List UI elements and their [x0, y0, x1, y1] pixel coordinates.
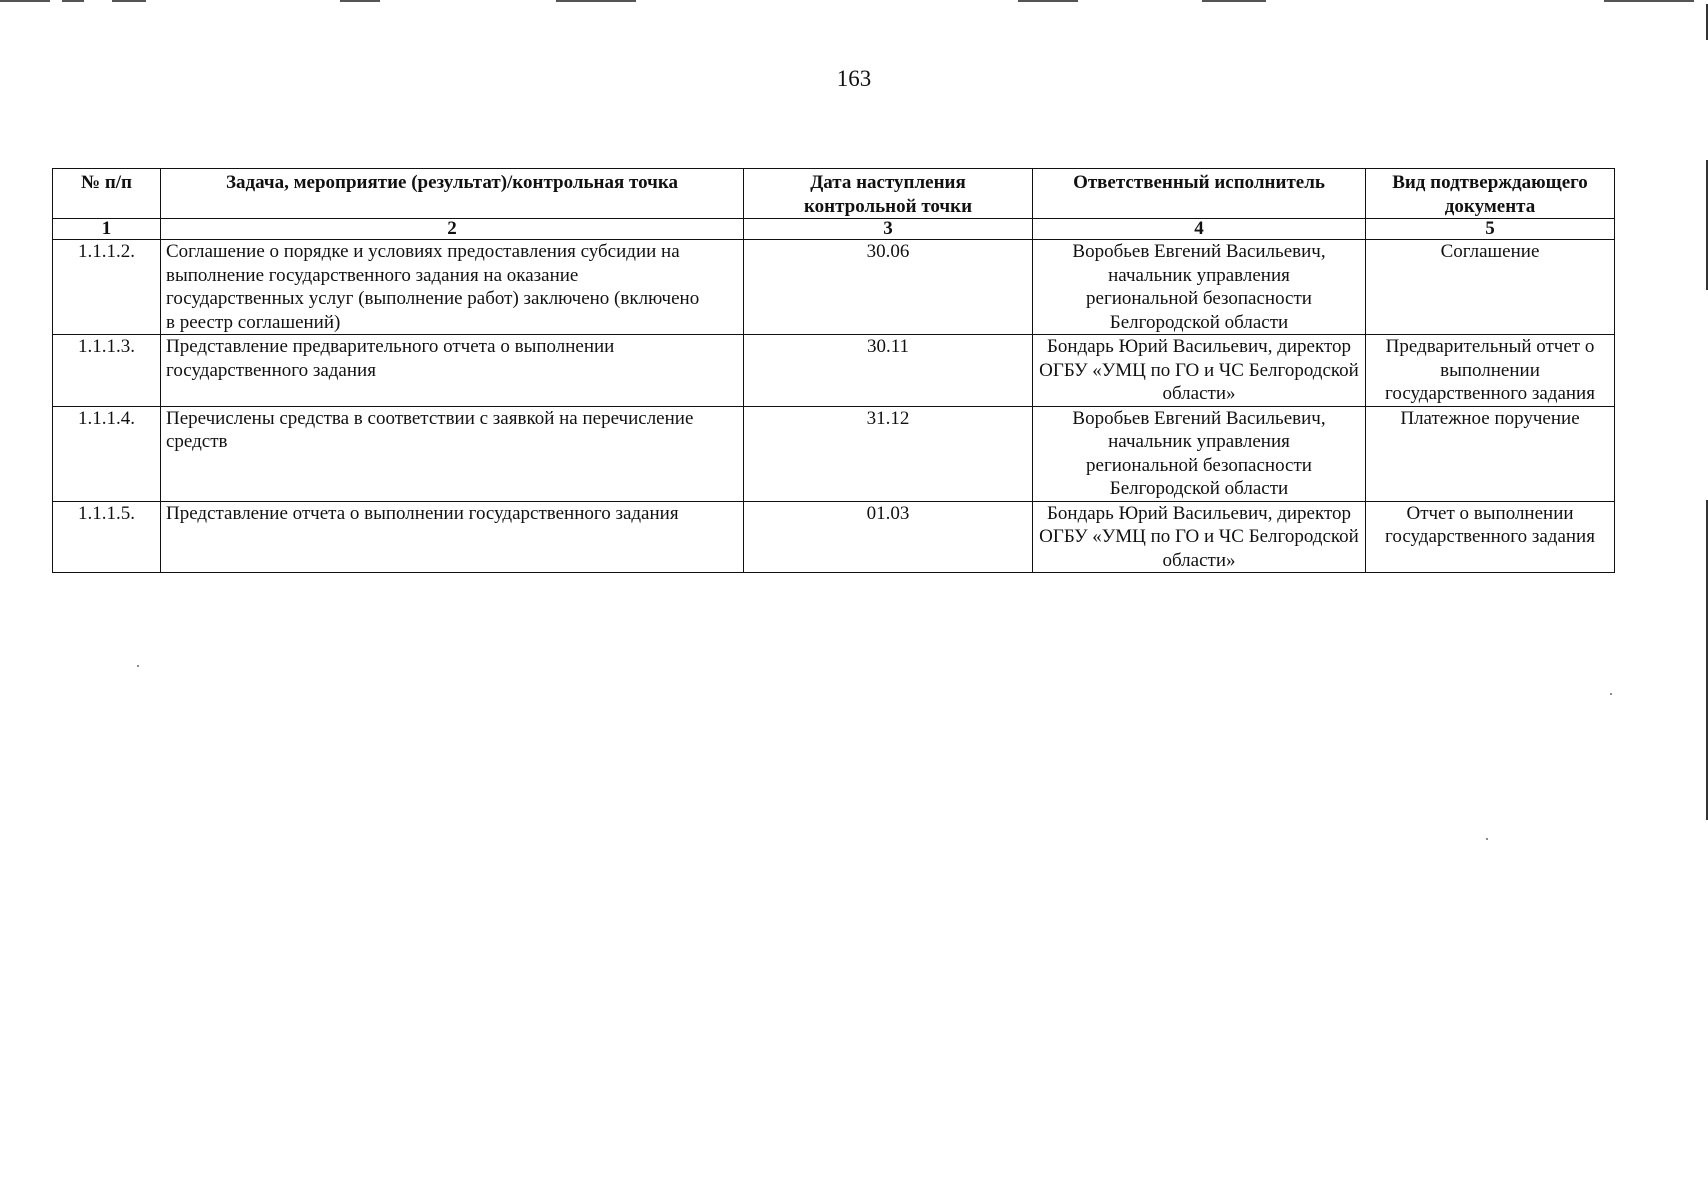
table-row	[53, 501, 1615, 573]
table-row	[53, 240, 1615, 335]
scan-artifact-line	[1604, 0, 1694, 2]
header-cell: Ответственный исполнитель	[1033, 169, 1366, 219]
scan-artifact-line	[1018, 0, 1078, 2]
row-number-cell: 1.1.1.5.	[53, 501, 161, 573]
scan-artifact-line	[112, 0, 146, 2]
scan-artifact-line	[340, 0, 380, 2]
header-cell: № п/п	[53, 169, 161, 219]
header-cell: Дата наступления контрольной точки	[744, 169, 1033, 219]
column-number-cell: 5	[1366, 219, 1615, 240]
document-type-cell: Платежное поручение	[1366, 406, 1615, 501]
header-cell: Вид подтверждающего документа	[1366, 169, 1615, 219]
row-number-cell: 1.1.1.4.	[53, 406, 161, 501]
date-cell: 01.03	[744, 501, 1033, 573]
column-number-cell: 3	[744, 219, 1033, 240]
table-header-row	[53, 169, 1615, 219]
table-row	[53, 406, 1615, 501]
scan-speck	[1486, 838, 1488, 840]
responsible-cell: Воробьев Евгений Васильевич, начальник управления региональной безопасности Белгородской области	[1033, 406, 1366, 501]
task-cell: Перечислены средства в соответствии с заявкой на перечисление средств	[161, 406, 744, 501]
scan-speck	[137, 665, 139, 667]
scan-artifact-line	[0, 0, 50, 2]
scan-speck	[1610, 693, 1612, 695]
row-number-cell: 1.1.1.2.	[53, 240, 161, 335]
responsible-cell: Бондарь Юрий Васильевич, директор ОГБУ «УМЦ по ГО и ЧС Белгородской области»	[1033, 335, 1366, 407]
column-number-cell: 1	[53, 219, 161, 240]
document-type-cell: Отчет о выполнении государственного задания	[1366, 501, 1615, 573]
date-cell: 31.12	[744, 406, 1033, 501]
column-number-cell: 4	[1033, 219, 1366, 240]
scan-artifact-line	[556, 0, 636, 2]
task-cell: Представление предварительного отчета о выполнении государственного задания	[161, 335, 744, 407]
responsible-cell: Воробьев Евгений Васильевич, начальник управления региональной безопасности Белгородской области	[1033, 240, 1366, 335]
document-type-cell: Предварительный отчет о выполнении государственного задания	[1366, 335, 1615, 407]
table-row	[53, 335, 1615, 407]
page-number: 163	[836, 66, 872, 91]
task-cell: Представление отчета о выполнении государственного задания	[161, 501, 744, 573]
date-cell: 30.06	[744, 240, 1033, 335]
scan-artifact-line	[1202, 0, 1266, 2]
scan-artifact-line	[62, 0, 84, 2]
document-type-cell: Соглашение	[1366, 240, 1615, 335]
task-cell: Соглашение о порядке и условиях предоставления субсидии на выполнение государственного задания на оказание государственных услуг (выполнение работ) заключено (включено в реестр соглашений)	[161, 240, 744, 335]
column-number-cell: 2	[161, 219, 744, 240]
column-number-row	[53, 219, 1615, 240]
date-cell: 30.11	[744, 335, 1033, 407]
header-cell: Задача, мероприятие (результат)/контрольная точка	[161, 169, 744, 219]
row-number-cell: 1.1.1.3.	[53, 335, 161, 407]
responsible-cell: Бондарь Юрий Васильевич, директор ОГБУ «УМЦ по ГО и ЧС Белгородской области»	[1033, 501, 1366, 573]
control-points-table	[52, 168, 1615, 573]
